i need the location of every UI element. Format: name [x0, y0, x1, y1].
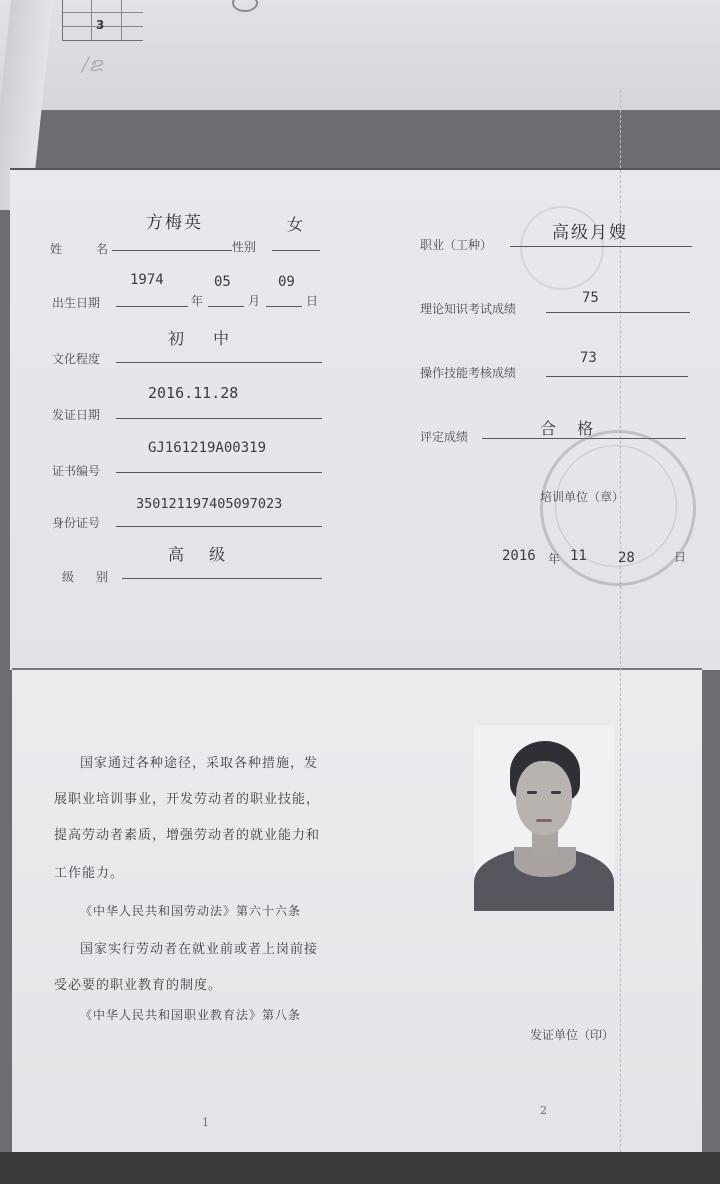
name-label: 姓 名	[50, 242, 109, 256]
certificate-info-page	[10, 168, 720, 670]
date-month: 11	[570, 548, 587, 564]
law-paragraph-line-3: 提高劳动者素质，增强劳动者的就业能力和	[54, 828, 321, 843]
gender-label: 性别	[232, 240, 257, 254]
occupation-label: 职业（工种）	[420, 238, 493, 252]
month-unit: 月	[248, 294, 261, 308]
skill-score-value: 73	[580, 350, 597, 366]
level-label: 级 别	[62, 570, 109, 584]
labor-law-citation: 《中华人民共和国劳动法》第六十六条	[80, 904, 302, 918]
birth-day-value: 09	[278, 274, 295, 290]
theory-score-line	[546, 312, 690, 313]
level-line	[122, 578, 322, 579]
date-day-unit: 日	[674, 550, 687, 564]
skill-score-label: 操作技能考核成绩	[420, 366, 517, 380]
birth-year-line	[116, 306, 188, 307]
law-paragraph-line-1: 国家通过各种途径，采取各种措施，发	[80, 756, 319, 771]
id-number-line	[116, 526, 322, 527]
name-value: 方梅英	[146, 213, 203, 233]
id-number-value: 350121197405097023	[136, 496, 283, 512]
holder-photo	[474, 725, 614, 911]
issuing-unit-label: 发证单位（印）	[530, 1028, 615, 1042]
evaluation-label: 评定成绩	[420, 430, 469, 444]
birth-day-line	[266, 306, 302, 307]
birth-month-value: 05	[214, 274, 231, 290]
date-year-unit: 年	[548, 552, 561, 566]
day-unit: 日	[306, 294, 319, 308]
cert-number-label: 证书编号	[52, 464, 101, 478]
level-value: 高 级	[168, 545, 236, 564]
law-paragraph2-line-2: 受必要的职业教育的制度。	[54, 978, 223, 993]
date-year: 2016	[502, 548, 536, 564]
education-line	[116, 362, 322, 363]
skill-score-line	[546, 376, 688, 377]
issue-date-line	[116, 418, 322, 419]
birth-label: 出生日期	[52, 296, 101, 310]
training-unit-label: 培训单位（章）	[540, 490, 625, 504]
page-fold-line-lower	[620, 668, 621, 1152]
birth-year-value: 1974	[130, 272, 164, 288]
cert-number-value: GJ161219A00319	[148, 440, 267, 456]
gender-value: 女	[287, 215, 304, 234]
page-number-right: 2	[540, 1104, 547, 1117]
occupation-value: 高级月嫂	[552, 223, 628, 243]
gender-line	[272, 250, 320, 251]
year-unit: 年	[191, 294, 204, 308]
evaluation-value: 合 格	[540, 419, 602, 438]
date-day: 28	[618, 550, 635, 566]
theory-score-label: 理论知识考试成绩	[420, 302, 517, 316]
id-number-label: 身份证号	[52, 516, 101, 530]
issue-date-value: 2016.11.28	[148, 384, 239, 402]
law-paragraph-line-4: 工作能力。	[54, 866, 125, 881]
table-surface	[0, 1152, 720, 1184]
birth-month-line	[208, 306, 244, 307]
issue-date-label: 发证日期	[52, 408, 101, 422]
cert-number-line	[116, 472, 322, 473]
occupation-line	[510, 246, 692, 247]
page-number-left: 1	[202, 1116, 209, 1129]
handwriting-mark: ∕ຂ	[82, 52, 103, 76]
law-paragraph-line-2: 展职业培训事业，开发劳动者的职业技能，	[54, 792, 321, 807]
education-law-citation: 《中华人民共和国职业教育法》第八条	[80, 1008, 302, 1022]
theory-score-value: 75	[582, 290, 599, 306]
education-value: 初 中	[168, 329, 242, 348]
corner-cell-number: 3	[96, 18, 105, 32]
education-label: 文化程度	[52, 352, 101, 366]
name-line	[112, 250, 232, 251]
law-paragraph2-line-1: 国家实行劳动者在就业前或者上岗前接	[80, 942, 319, 957]
